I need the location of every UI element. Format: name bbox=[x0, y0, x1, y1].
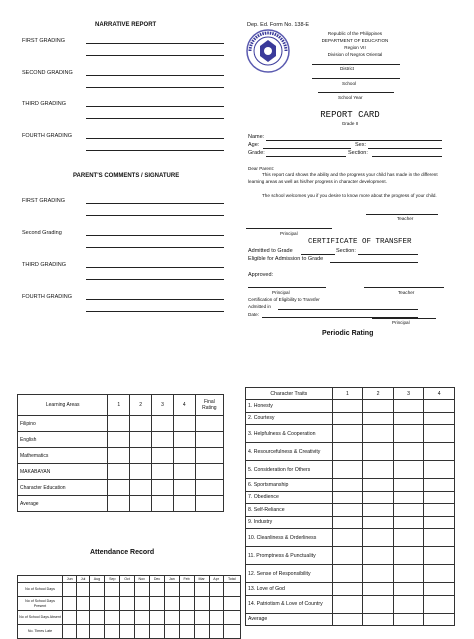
character-header-cell: 2 bbox=[363, 388, 394, 400]
attendance-cell[interactable] bbox=[179, 611, 194, 625]
grade-cell[interactable] bbox=[130, 464, 152, 480]
attendance-cell[interactable] bbox=[179, 583, 194, 597]
rating-cell[interactable] bbox=[424, 461, 455, 479]
learning-area-name: Filipino bbox=[18, 416, 108, 432]
narrative-grading-label: THIRD GRADING bbox=[22, 101, 66, 107]
grade-cell[interactable] bbox=[195, 496, 223, 512]
rating-cell[interactable] bbox=[424, 504, 455, 517]
character-trait-name: 3. Helpfulness & Cooperation bbox=[246, 425, 333, 443]
rating-cell[interactable] bbox=[424, 491, 455, 504]
table-row bbox=[246, 425, 455, 443]
rating-cell[interactable] bbox=[363, 479, 394, 492]
character-trait-name: 1. Honesty bbox=[246, 400, 333, 413]
grade-label: Grade II bbox=[341, 121, 359, 126]
rating-cell[interactable] bbox=[393, 479, 424, 492]
parent-comment-line bbox=[86, 279, 224, 280]
report-card-title: REPORT CARD bbox=[320, 110, 380, 120]
learning-area-name: Average bbox=[18, 496, 108, 512]
narrative-line bbox=[86, 106, 224, 107]
attendance-cell[interactable] bbox=[63, 611, 77, 625]
rating-cell[interactable] bbox=[332, 613, 363, 626]
rating-cell[interactable] bbox=[424, 613, 455, 626]
learning-header-cell: 1 bbox=[108, 395, 130, 416]
rating-cell[interactable] bbox=[332, 443, 363, 461]
rating-cell[interactable] bbox=[363, 529, 394, 547]
sex-label: Sex: bbox=[355, 142, 367, 148]
deped-seal-icon bbox=[246, 29, 290, 73]
character-trait-name: 6. Sportsmanship bbox=[246, 479, 333, 492]
table-row bbox=[246, 461, 455, 479]
admitted-grade-label: Admitted to Grade bbox=[248, 248, 293, 254]
learning-area-name: Character Education bbox=[18, 480, 108, 496]
principal3-label: Principal bbox=[392, 320, 410, 325]
grade-cell[interactable] bbox=[130, 416, 152, 432]
parent-comment-line bbox=[86, 311, 224, 312]
grade-cell[interactable] bbox=[152, 432, 174, 448]
grade-cell[interactable] bbox=[152, 464, 174, 480]
attendance-cell[interactable] bbox=[77, 583, 89, 597]
attendance-row-label: No of School Days Absent bbox=[18, 611, 63, 625]
rating-cell[interactable] bbox=[393, 425, 424, 443]
character-trait-name: 14. Patriotism & Love of Country bbox=[246, 595, 333, 613]
attendance-cell[interactable] bbox=[223, 597, 240, 611]
parent-comment-line bbox=[86, 299, 224, 300]
grade-cell[interactable] bbox=[195, 448, 223, 464]
rating-cell[interactable] bbox=[332, 461, 363, 479]
table-row bbox=[246, 516, 455, 529]
attendance-cell[interactable] bbox=[149, 611, 164, 625]
rating-cell[interactable] bbox=[363, 443, 394, 461]
grade-cell[interactable] bbox=[152, 448, 174, 464]
parent-comments-title: PARENT'S COMMENTS / SIGNATURE bbox=[73, 173, 180, 179]
rating-cell[interactable] bbox=[393, 461, 424, 479]
narrative-title: NARRATIVE REPORT bbox=[95, 22, 157, 28]
character-trait-name: 4. Resourcefulness & Creativity bbox=[246, 443, 333, 461]
rating-cell[interactable] bbox=[424, 400, 455, 413]
attendance-cell[interactable] bbox=[165, 611, 179, 625]
character-trait-name: 2. Courtesy bbox=[246, 412, 333, 425]
district-label: District bbox=[340, 66, 355, 71]
admitted-in-label: Admitted in bbox=[248, 304, 271, 309]
table-row bbox=[18, 464, 224, 480]
attendance-cell[interactable] bbox=[77, 597, 89, 611]
character-trait-name: 12. Sense of Responsibility bbox=[246, 565, 333, 583]
narrative-line bbox=[86, 55, 224, 56]
attendance-table bbox=[17, 575, 241, 639]
eligible-label: Eligible for Admission to Grade bbox=[248, 256, 324, 262]
attendance-row-label: No of School Days bbox=[18, 583, 63, 597]
table-row bbox=[18, 583, 241, 597]
month-header-cell: Jan bbox=[165, 576, 179, 583]
attendance-cell[interactable] bbox=[105, 583, 120, 597]
grade-cell[interactable] bbox=[130, 480, 152, 496]
rating-cell[interactable] bbox=[332, 565, 363, 583]
rating-cell[interactable] bbox=[363, 613, 394, 626]
rating-cell[interactable] bbox=[393, 583, 424, 596]
grade-cell[interactable] bbox=[108, 448, 130, 464]
character-trait-name: 5. Consideration for Others bbox=[246, 461, 333, 479]
attendance-cell[interactable] bbox=[223, 611, 240, 625]
attendance-cell[interactable] bbox=[89, 583, 104, 597]
rating-cell[interactable] bbox=[393, 547, 424, 565]
learning-area-name: English bbox=[18, 432, 108, 448]
attendance-row-label: No. Times Late bbox=[18, 625, 63, 639]
character-trait-name: 7. Obedience bbox=[246, 491, 333, 504]
character-trait-name: 8. Self-Reliance bbox=[246, 504, 333, 517]
learning-header-cell: Learning Areas bbox=[18, 395, 108, 416]
attendance-cell[interactable] bbox=[63, 597, 77, 611]
attendance-cell[interactable] bbox=[134, 611, 149, 625]
rating-cell[interactable] bbox=[363, 516, 394, 529]
grade-cell[interactable] bbox=[108, 480, 130, 496]
grade-field-label: Grade: bbox=[248, 150, 265, 156]
rating-cell[interactable] bbox=[393, 529, 424, 547]
attendance-cell[interactable] bbox=[179, 597, 194, 611]
section-label: Section: bbox=[348, 150, 368, 156]
attendance-cell[interactable] bbox=[165, 597, 179, 611]
table-row bbox=[18, 448, 224, 464]
character-trait-name: Average bbox=[246, 613, 333, 626]
table-row bbox=[246, 595, 455, 613]
header-line-1: Republic of the Philippines bbox=[327, 31, 383, 36]
month-header-cell: Nov bbox=[134, 576, 149, 583]
grade-cell[interactable] bbox=[130, 432, 152, 448]
rating-cell[interactable] bbox=[424, 583, 455, 596]
certification-label: Certification of Eligibility to Transfer bbox=[248, 297, 320, 302]
table-row bbox=[18, 432, 224, 448]
table-row bbox=[18, 480, 224, 496]
letter-paragraph-1: This report card shows the ability and the progress your child has made in the different learning areas as well as his/her progress in character development. bbox=[248, 172, 438, 184]
rating-cell[interactable] bbox=[424, 595, 455, 613]
rating-cell[interactable] bbox=[424, 529, 455, 547]
table-row bbox=[246, 613, 455, 626]
rating-cell[interactable] bbox=[332, 595, 363, 613]
month-header-cell: Dec bbox=[149, 576, 164, 583]
rating-cell[interactable] bbox=[363, 565, 394, 583]
rating-cell[interactable] bbox=[363, 400, 394, 413]
table-row bbox=[18, 597, 241, 611]
name-label: Name: bbox=[248, 134, 265, 140]
rating-cell[interactable] bbox=[363, 425, 394, 443]
grade-cell[interactable] bbox=[173, 416, 195, 432]
character-trait-name: 10. Cleanliness & Orderliness bbox=[246, 529, 333, 547]
parent-grading-label: FIRST GRADING bbox=[22, 198, 65, 204]
grade-cell[interactable] bbox=[108, 416, 130, 432]
narrative-line bbox=[86, 43, 224, 44]
school-year-label: School Year bbox=[338, 95, 363, 100]
periodic-rating-title: Periodic Rating bbox=[322, 330, 374, 337]
parent-comment-line bbox=[86, 215, 224, 216]
parent-comment-line bbox=[86, 203, 224, 204]
grade-cell[interactable] bbox=[152, 480, 174, 496]
narrative-grading-label: FOURTH GRADING bbox=[22, 133, 73, 139]
header-line-3: Region VII bbox=[344, 45, 366, 50]
attendance-cell[interactable] bbox=[209, 597, 223, 611]
attendance-cell[interactable] bbox=[63, 583, 77, 597]
table-row bbox=[246, 443, 455, 461]
rating-cell[interactable] bbox=[363, 461, 394, 479]
table-row bbox=[18, 496, 224, 512]
rating-cell[interactable] bbox=[332, 479, 363, 492]
rating-cell[interactable] bbox=[363, 491, 394, 504]
rating-cell[interactable] bbox=[424, 479, 455, 492]
attendance-cell[interactable] bbox=[194, 583, 209, 597]
rating-cell[interactable] bbox=[363, 595, 394, 613]
attendance-cell[interactable] bbox=[223, 583, 240, 597]
parent-comment-line bbox=[86, 247, 224, 248]
rating-cell[interactable] bbox=[393, 504, 424, 517]
rating-cell[interactable] bbox=[332, 400, 363, 413]
rating-cell[interactable] bbox=[332, 516, 363, 529]
grade-cell[interactable] bbox=[130, 496, 152, 512]
month-header-cell: Aug bbox=[89, 576, 104, 583]
parent-comment-line bbox=[86, 235, 224, 236]
rating-cell[interactable] bbox=[424, 516, 455, 529]
principal-label: Principal bbox=[280, 231, 298, 236]
rating-cell[interactable] bbox=[393, 613, 424, 626]
narrative-grading-label: SECOND GRADING bbox=[22, 70, 73, 76]
learning-header-cell: Final Rating bbox=[195, 395, 223, 416]
rating-cell[interactable] bbox=[332, 583, 363, 596]
school-label: School bbox=[342, 81, 357, 86]
rating-cell[interactable] bbox=[332, 425, 363, 443]
parent-grading-label: THIRD GRADING bbox=[22, 262, 66, 268]
table-row bbox=[246, 412, 455, 425]
rating-cell[interactable] bbox=[424, 412, 455, 425]
attendance-cell[interactable] bbox=[89, 611, 104, 625]
rating-cell[interactable] bbox=[424, 565, 455, 583]
attendance-cell[interactable] bbox=[209, 611, 223, 625]
rating-cell[interactable] bbox=[424, 425, 455, 443]
attendance-cell[interactable] bbox=[194, 597, 209, 611]
attendance-cell[interactable] bbox=[149, 597, 164, 611]
rating-cell[interactable] bbox=[332, 547, 363, 565]
grade-cell[interactable] bbox=[173, 448, 195, 464]
date-label: Date: bbox=[248, 312, 259, 317]
learning-header-cell: 2 bbox=[130, 395, 152, 416]
attendance-cell[interactable] bbox=[120, 583, 134, 597]
certificate-title: CERTIFICATE OF TRANSFER bbox=[308, 238, 412, 246]
month-header-cell: Jul bbox=[77, 576, 89, 583]
table-row bbox=[246, 583, 455, 596]
teacher2-label: Teacher bbox=[398, 290, 415, 295]
dear-parent: Dear Parent: bbox=[248, 166, 275, 171]
character-trait-name: 11. Promptness & Punctuality bbox=[246, 547, 333, 565]
narrative-line bbox=[86, 75, 224, 76]
character-header-cell: 4 bbox=[424, 388, 455, 400]
rating-cell[interactable] bbox=[363, 412, 394, 425]
attendance-cell[interactable] bbox=[209, 583, 223, 597]
attendance-cell[interactable] bbox=[105, 597, 120, 611]
rating-cell[interactable] bbox=[363, 547, 394, 565]
narrative-grading-label: FIRST GRADING bbox=[22, 38, 65, 44]
month-header-cell: Oct bbox=[120, 576, 134, 583]
rating-cell[interactable] bbox=[363, 504, 394, 517]
rating-cell[interactable] bbox=[393, 565, 424, 583]
attendance-cell[interactable] bbox=[134, 583, 149, 597]
month-header-cell: Total bbox=[223, 576, 240, 583]
month-header-cell: Jun bbox=[63, 576, 77, 583]
grade-cell[interactable] bbox=[195, 480, 223, 496]
teacher-label: Teacher bbox=[397, 216, 414, 221]
grade-cell[interactable] bbox=[173, 496, 195, 512]
narrative-line bbox=[86, 150, 224, 151]
attendance-cell[interactable] bbox=[165, 583, 179, 597]
character-header-cell: Character Traits bbox=[246, 388, 333, 400]
attendance-cell[interactable] bbox=[77, 611, 89, 625]
parent-grading-label: Second Grading bbox=[22, 230, 62, 236]
attendance-corner-cell bbox=[18, 576, 63, 583]
character-traits-table bbox=[245, 387, 455, 626]
attendance-cell[interactable] bbox=[105, 611, 120, 625]
month-header-cell: Sep bbox=[105, 576, 120, 583]
rating-cell[interactable] bbox=[332, 529, 363, 547]
table-row bbox=[246, 400, 455, 413]
attendance-cell[interactable] bbox=[149, 583, 164, 597]
table-row bbox=[246, 529, 455, 547]
letter-paragraph-2: The school welcomes you if you desire to know more about the progress of your child. bbox=[262, 193, 437, 198]
approved-label: Approved: bbox=[248, 272, 274, 278]
grade-cell[interactable] bbox=[195, 432, 223, 448]
table-row bbox=[246, 491, 455, 504]
table-row bbox=[246, 504, 455, 517]
learning-area-name: MAKABAYAN bbox=[18, 464, 108, 480]
attendance-title: Attendance Record bbox=[90, 549, 155, 556]
character-header-cell: 3 bbox=[393, 388, 424, 400]
attendance-cell[interactable] bbox=[120, 597, 134, 611]
learning-header-cell: 4 bbox=[173, 395, 195, 416]
attendance-cell[interactable] bbox=[89, 597, 104, 611]
age-label: Age: bbox=[248, 142, 260, 148]
rating-cell[interactable] bbox=[424, 547, 455, 565]
character-header-cell: 1 bbox=[332, 388, 363, 400]
rating-cell[interactable] bbox=[424, 443, 455, 461]
learning-header-cell: 3 bbox=[152, 395, 174, 416]
grade-cell[interactable] bbox=[152, 416, 174, 432]
rating-cell[interactable] bbox=[393, 400, 424, 413]
rating-cell[interactable] bbox=[363, 583, 394, 596]
rating-cell[interactable] bbox=[332, 504, 363, 517]
rating-cell[interactable] bbox=[332, 491, 363, 504]
grade-cell[interactable] bbox=[130, 448, 152, 464]
table-row bbox=[246, 479, 455, 492]
grade-cell[interactable] bbox=[195, 416, 223, 432]
rating-cell[interactable] bbox=[393, 491, 424, 504]
parent-grading-label: FOURTH GRADING bbox=[22, 294, 73, 300]
table-row bbox=[18, 611, 241, 625]
narrative-line bbox=[86, 138, 224, 139]
table-row bbox=[18, 416, 224, 432]
month-header-cell: Feb bbox=[179, 576, 194, 583]
header-line-2: DEPARTMENT OF EDUCATION bbox=[321, 38, 389, 43]
section2-label: Section: bbox=[336, 248, 356, 254]
rating-cell[interactable] bbox=[332, 412, 363, 425]
table-row bbox=[246, 565, 455, 583]
grade-cell[interactable] bbox=[108, 464, 130, 480]
header-line-4: Division of Negros Oriental bbox=[327, 52, 383, 57]
principal2-label: Principal bbox=[272, 290, 290, 295]
parent-comment-line bbox=[86, 267, 224, 268]
learning-areas-table bbox=[17, 394, 224, 512]
attendance-cell[interactable] bbox=[120, 611, 134, 625]
rating-cell[interactable] bbox=[393, 412, 424, 425]
form-number: Dep. Ed. Form No. 138-E bbox=[247, 22, 310, 28]
grade-cell[interactable] bbox=[152, 496, 174, 512]
attendance-cell[interactable] bbox=[134, 597, 149, 611]
rating-cell[interactable] bbox=[393, 516, 424, 529]
narrative-line bbox=[86, 118, 224, 119]
attendance-cell[interactable] bbox=[194, 611, 209, 625]
grade-cell[interactable] bbox=[173, 480, 195, 496]
rating-cell[interactable] bbox=[393, 595, 424, 613]
learning-area-name: Mathematics bbox=[18, 448, 108, 464]
attendance-row-label: No of School Days Present bbox=[18, 597, 63, 611]
character-trait-name: 13. Love of God bbox=[246, 583, 333, 596]
grade-cell[interactable] bbox=[173, 432, 195, 448]
month-header-cell: Apr bbox=[209, 576, 223, 583]
grade-cell[interactable] bbox=[195, 464, 223, 480]
grade-cell[interactable] bbox=[108, 496, 130, 512]
grade-cell[interactable] bbox=[108, 432, 130, 448]
table-row bbox=[246, 547, 455, 565]
rating-cell[interactable] bbox=[393, 443, 424, 461]
narrative-line bbox=[86, 87, 224, 88]
grade-cell[interactable] bbox=[173, 464, 195, 480]
character-trait-name: 9. Industry bbox=[246, 516, 333, 529]
month-header-cell: Mar bbox=[194, 576, 209, 583]
